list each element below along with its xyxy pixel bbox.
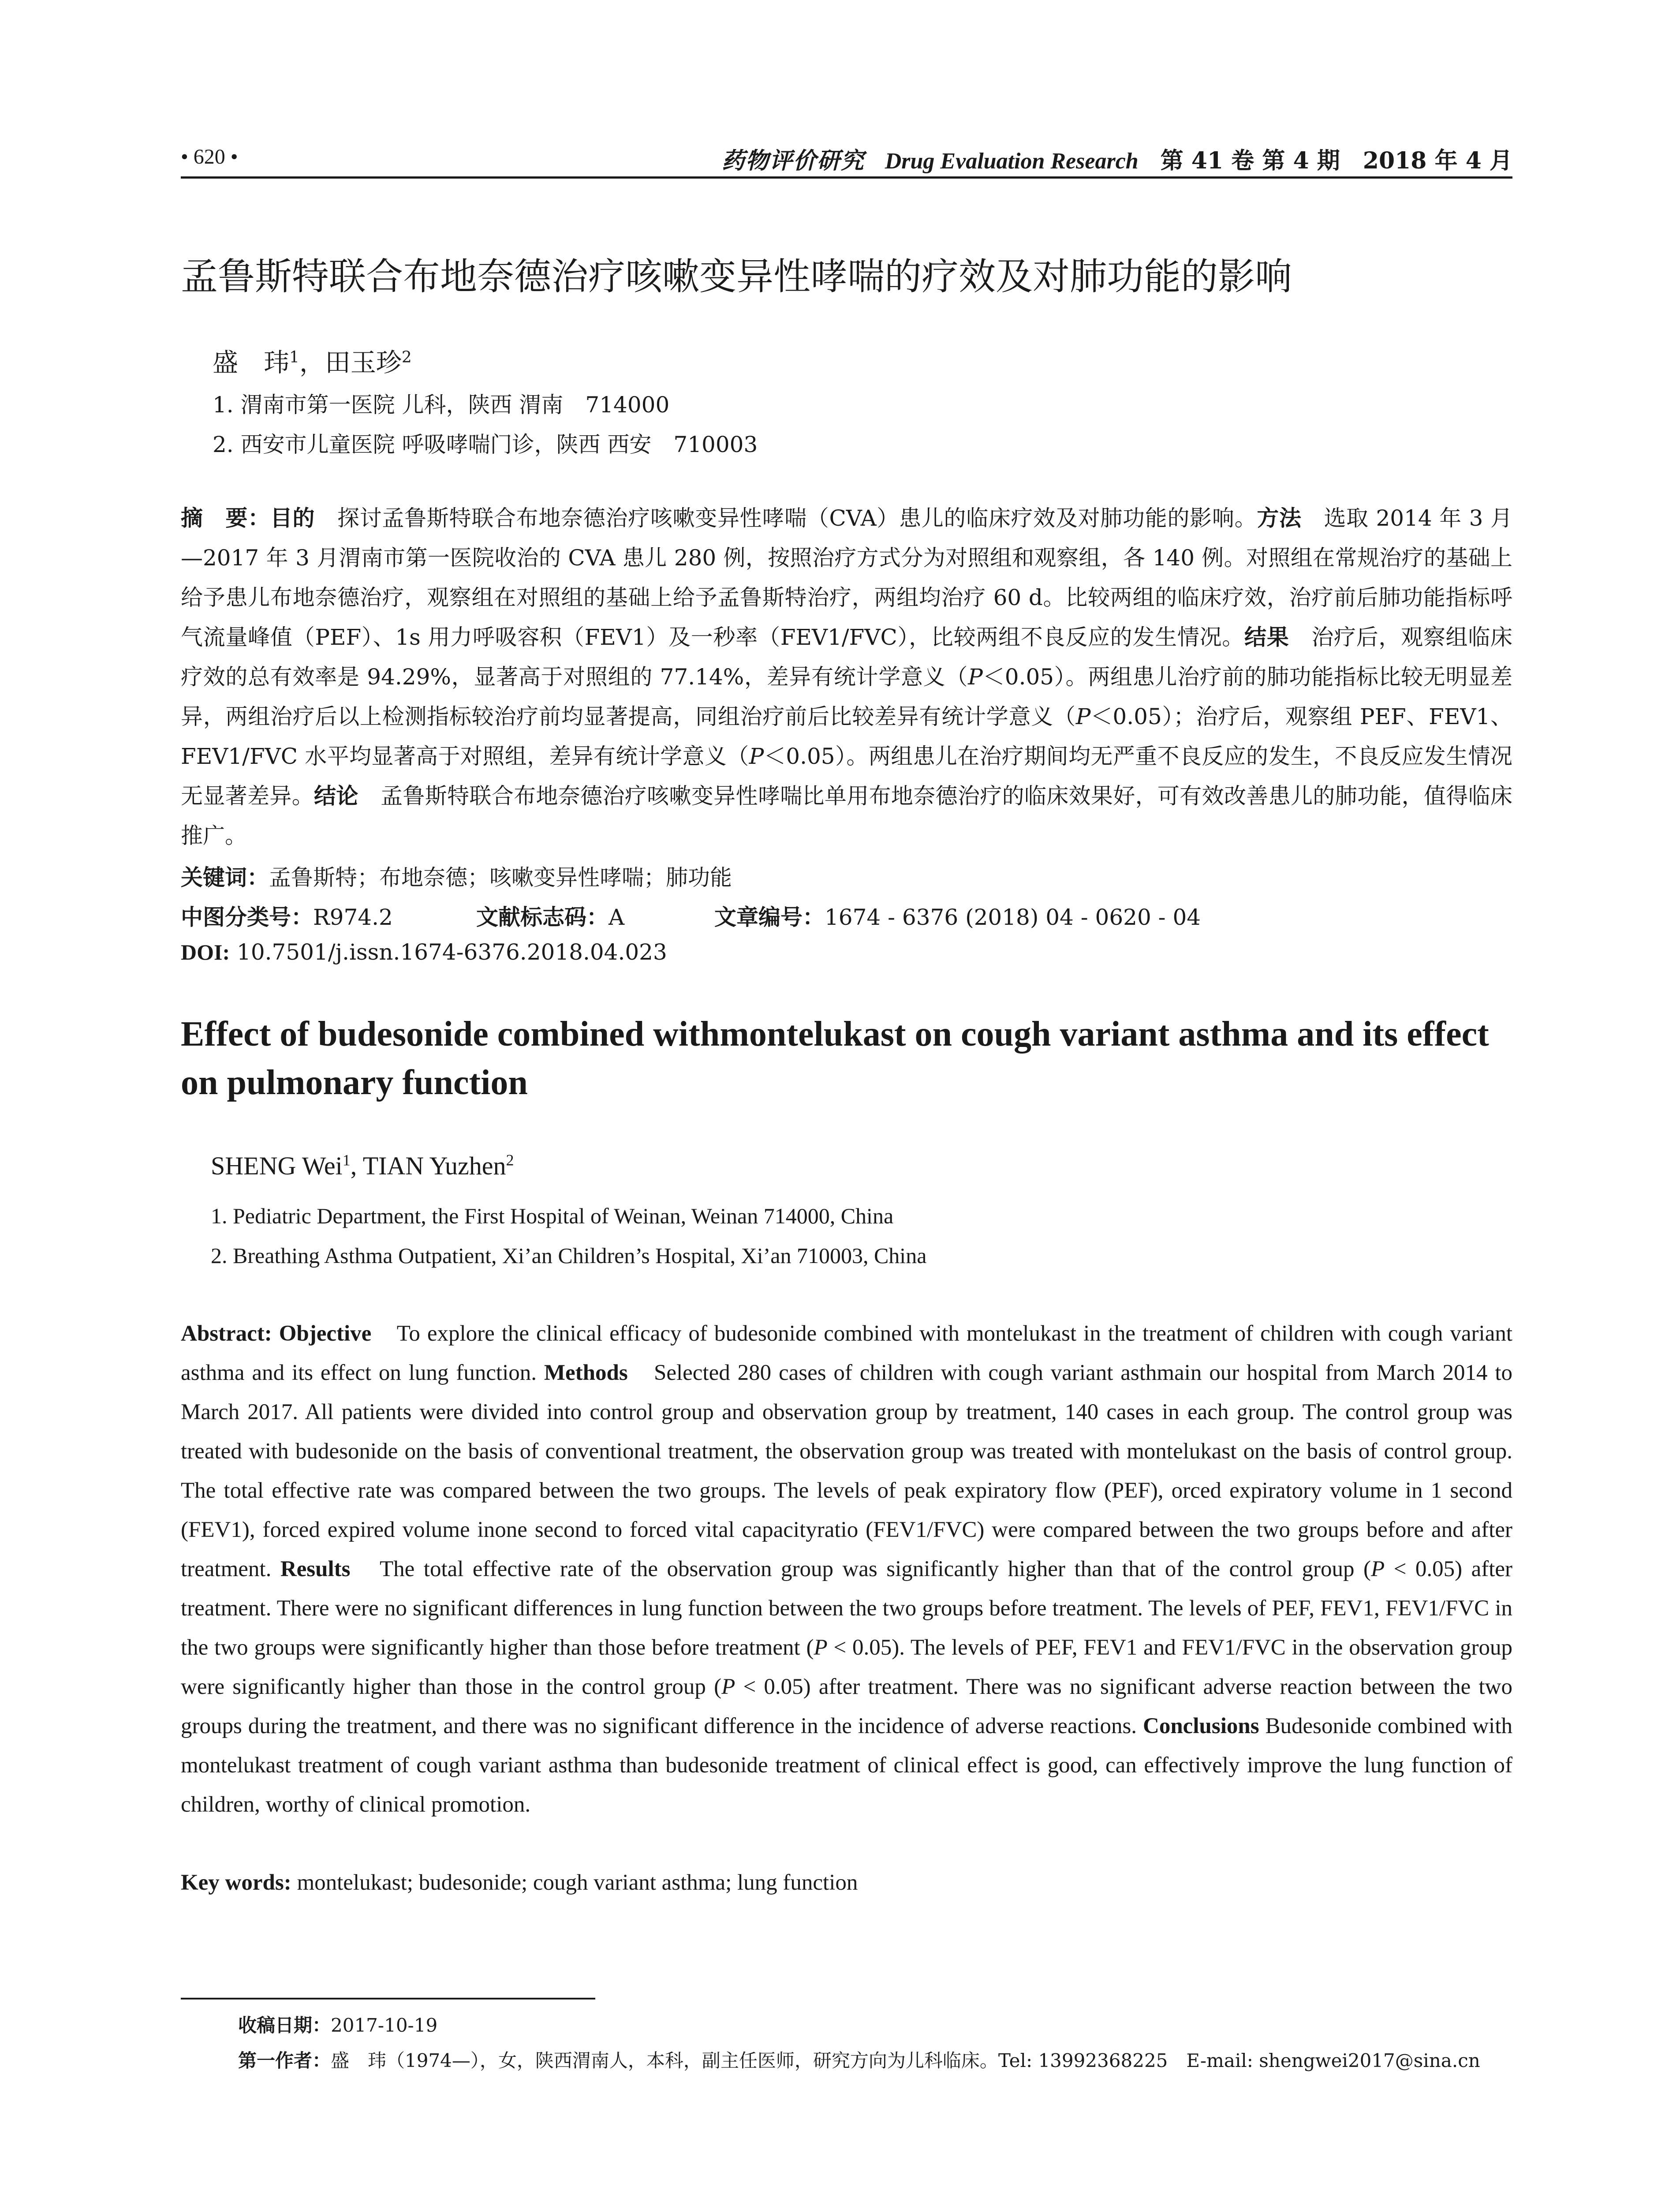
en-affiliation-2: 2. Breathing Asthma Outpatient, Xi’an Children’s Hospital, Xi’an 710003, China [211,1243,927,1268]
footnote-rule [181,1998,595,1999]
cn-author-2: 田玉珍 [325,348,402,377]
running-header [181,140,1512,176]
en-conclusion-text: Budesonide combined with montelukast treatment of cough variant asthma than budesonide treatment of clinical effect is good, can effectively improve the lung function of children, worthy of clinical promotion. [181,1714,1512,1817]
cn-author-sep: ， [299,348,325,377]
en-results-text-2: < 0.05) after treatment. There were no significant differences in lung function between the two groups before treatment. The levels of PEF, FEV1, FEV1/FVC in the two groups were significantly higher than those before treatment ( [181,1557,1512,1660]
cn-results-text-2: ＜0.05）。两组患儿治疗前的肺功能指标比较无明显差异，两组治疗后以上检测指标较治疗前均显著提高，同组治疗前后比较差异有统计学意义（ [181,664,1513,729]
en-author-1: SHENG Wei [211,1151,343,1180]
cn-classification-line [181,900,1201,931]
cn-author-1-sup: 1 [289,348,299,366]
en-abstract [181,1314,1512,1824]
en-conclusion-label: Conclusions [1142,1714,1259,1738]
cn-affiliation-2: 2. 西安市儿童医院 呼吸哮喘门诊，陕西 西安 710003 [213,432,758,457]
doccode-value: A [609,904,625,930]
en-title: Effect of budesonide combined withmontelukast on cough variant asthma and its effect on pulmonary function [181,1015,1489,1102]
cn-keywords-text: 孟鲁斯特；布地奈德；咳嗽变异性哮喘；肺功能 [269,865,732,890]
cn-objective-label: 目的 [270,505,315,531]
cn-results-label: 结果 [1244,624,1289,650]
cn-keywords [181,860,732,892]
article-no-value: 1674 - 6376 (2018) 04 - 0620 - 04 [825,904,1201,930]
en-methods-label: Methods [544,1360,628,1385]
en-author-2-sup: 2 [506,1151,514,1169]
cn-conclusion-label: 结论 [314,783,358,809]
cn-keywords-label: 关键词： [181,865,269,890]
en-keywords-label: Key words: [181,1870,291,1895]
received-date: 2017-10-19 [331,2014,438,2036]
en-results-label: Results [280,1557,351,1581]
cn-methods-text: 选取 2014 年 3 月—2017 年 3 月渭南市第一医院收治的 CVA 患儿 280 例，按照治疗方式分为对照组和观察组，各 140 例。对照组在常规治疗的基础上给予患儿布地奈德治疗，观察组在对照组的基础上给予孟鲁斯特治疗，两组均治疗 60 d。比较两组的临床疗效，治疗前后肺功能指标呼气流量峰值（PEF）、1s 用力呼吸容积（FEV1）及一秒率（FEV1/FVC），比较两组不良反应的发生情况。 [181,505,1513,650]
journal-logo-cn: 药物评价研究 [721,147,865,174]
cn-methods-label: 方法 [1257,505,1302,531]
issue-info: 第 41 卷 第 4 期 2018 年 4 月 [1160,147,1512,174]
page-number: • 620 • [181,145,238,168]
en-objective-text: To explore the clinical efficacy of budesonide combined with montelukast in the treatment of children with cough variant asthma and its effect on lung function. [181,1321,1512,1385]
en-affiliation-1: 1. Pediatric Department, the First Hospital of Weinan, Weinan 714000, China [211,1203,894,1228]
cn-conclusion-text: 孟鲁斯特联合布地奈德治疗咳嗽变异性哮喘比单用布地奈德治疗的临床效果好，可有效改善患儿的肺功能，值得临床推广。 [181,783,1513,848]
en-keywords-text: montelukast; budesonide; cough variant asthma; lung function [291,1870,858,1895]
en-keywords [181,1870,858,1895]
cn-title: 孟鲁斯特联合布地奈德治疗咳嗽变异性哮喘的疗效及对肺功能的影响 [181,255,1292,298]
en-p-symbol-1: P [1370,1557,1385,1581]
clc-label: 中图分类号： [181,904,313,930]
doi-value: 10.7501/j.issn.1674-6376.2018.04.023 [230,939,667,965]
cn-p-symbol-1: P [968,664,983,690]
en-p-symbol-2: P [814,1635,828,1660]
cn-results-text-3: ＜0.05）；治疗后，观察组 PEF、FEV1、FEV1/FVC 水平均显著高于对照组，差异有统计学意义（ [181,704,1513,769]
cn-results-text-1: 治疗后，观察组临床疗效的总有效率是 94.29%，显著高于对照组的 77.14%，差异有统计学意义（ [181,624,1513,690]
cn-abstract-label: 摘 要： [181,505,270,531]
footnote-received [238,2011,437,2037]
en-authors [211,1151,514,1181]
first-author-label: 第一作者： [238,2050,331,2071]
cn-authors [213,342,412,379]
en-author-2: TIAN Yuzhen [362,1151,506,1180]
en-methods-text: Selected 280 cases of children with cough variant asthmain our hospital from March 2014 to March 2017. All patients were divided into control group and observation group by treatment, 140 cases in each group. The control group was treated with budesonide on the basis of conventional treatment, the observation group was treated with montelukast on the basis of control group. The total effective rate was compared between the two groups. The levels of peak expiratory flow (PEF), orced expiratory volume in 1 second (FEV1), forced expired volume inone second to forced vital capacityratio (FEV1/FVC) were compared between the two groups before and after treatment. [181,1360,1512,1581]
doi-label: DOI: [181,940,230,964]
en-abstract-label: Abstract: Objective [181,1321,372,1346]
en-author-sep: , [350,1151,363,1180]
doccode-label: 文献标志码： [476,904,609,930]
clc-value: R974.2 [313,904,393,930]
article-no-label: 文章编号： [714,904,825,930]
journal-name-en: Drug Evaluation Research [885,149,1139,174]
en-results-text-4: < 0.05) after treatment. There was no significant adverse reaction between the two groups during the treatment, and there was no significant difference in the incidence of adverse reactions. [181,1674,1512,1738]
cn-affiliation-1: 1. 渭南市第一医院 儿科，陕西 渭南 714000 [213,392,670,418]
en-author-1-sup: 1 [342,1151,351,1169]
cn-author-2-sup: 2 [401,348,412,366]
journal-info [722,142,1512,175]
doi-line [181,939,667,965]
footnote-first-author [238,2046,1480,2073]
cn-objective-text: 探讨孟鲁斯特联合布地奈德治疗咳嗽变异性哮喘（CVA）患儿的临床疗效及对肺功能的影响。 [315,505,1257,531]
header-rule [181,176,1512,179]
cn-p-symbol-3: P [749,744,764,769]
cn-results-text-4: ＜0.05）。两组患儿在治疗期间均无严重不良反应的发生，不良反应发生情况无显著差异。 [181,744,1512,809]
received-label: 收稿日期： [238,2014,331,2036]
cn-author-1: 盛 玮 [213,348,290,377]
cn-p-symbol-2: P [1075,704,1091,729]
en-results-text-1: The total effective rate of the observation group was significantly higher than that of the control group ( [350,1557,1371,1581]
en-results-text-3: < 0.05). The levels of PEF, FEV1 and FEV1/FVC in the observation group were significantly higher than those in the control group ( [181,1635,1512,1699]
en-p-symbol-3: P [721,1674,735,1699]
first-author-info: 盛 玮（1974—），女，陕西渭南人，本科，副主任医师，研究方向为儿科临床。Tel: 13992368225 E-mail: shengwei2017@sina.cn [331,2050,1480,2071]
cn-abstract [181,498,1512,856]
